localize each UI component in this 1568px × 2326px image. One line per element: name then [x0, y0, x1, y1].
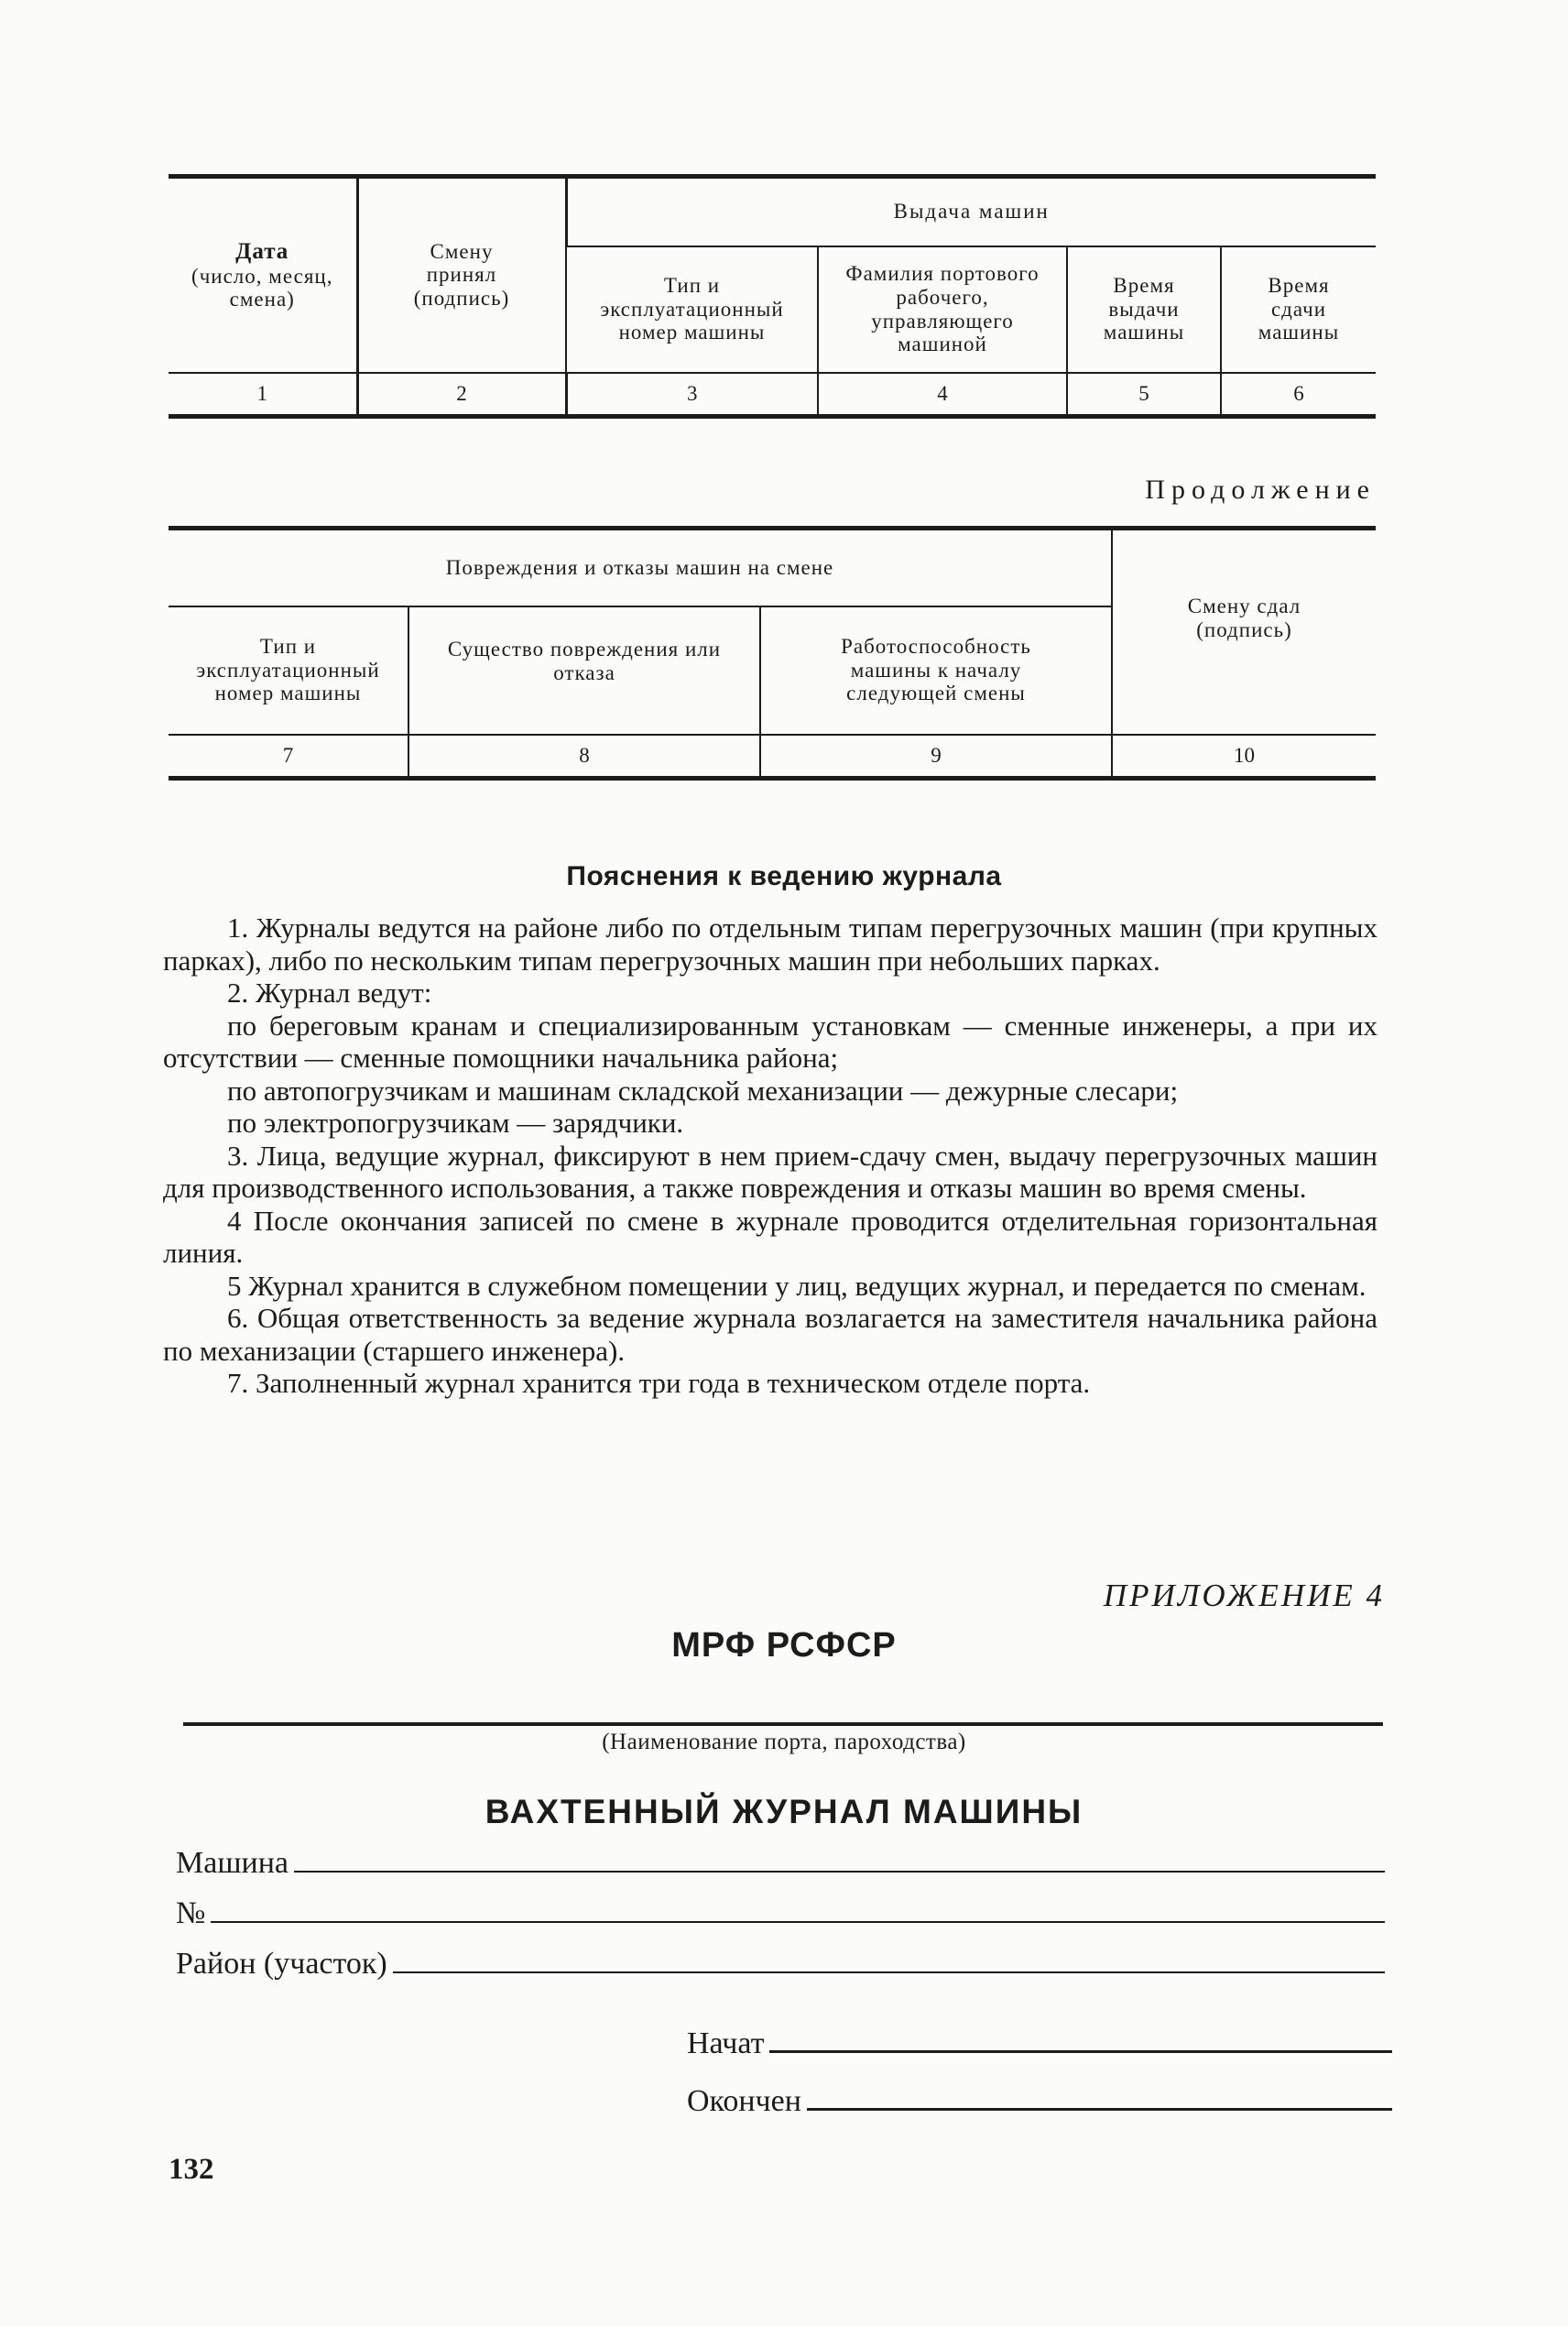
number-field[interactable]	[176, 1896, 1385, 1931]
explanation-paragraph: 7. Заполненный журнал хранится три года в техническом отделе порта.	[227, 1367, 1091, 1399]
header-date	[169, 177, 357, 373]
ministry-name: МРФ РСФСР	[671, 1626, 897, 1665]
number-field-label: №	[176, 1896, 206, 1930]
machine-field[interactable]	[176, 1846, 1385, 1881]
column-number: 1	[169, 373, 357, 417]
header-date-sub: (число, месяц, смена)	[191, 264, 333, 311]
header-type-number: Тип и эксплуатационный номер машины	[566, 246, 818, 373]
district-field-line	[393, 1971, 1385, 1973]
header-issue-group: Выдача машин	[566, 177, 1376, 246]
explanations-body	[163, 912, 1377, 1400]
started-field[interactable]	[687, 2026, 1392, 2061]
machine-issue-table	[169, 174, 1376, 419]
started-field-label: Начат	[687, 2026, 765, 2060]
started-field-line	[769, 2050, 1392, 2053]
header-operator-name: Фамилия портового рабочего, управляющего машиной	[818, 246, 1067, 373]
header-type-number: Тип и эксплуатационный номер машины	[169, 606, 408, 735]
column-number: 7	[169, 735, 408, 779]
header-return-time: Время сдачи машины	[1221, 246, 1376, 373]
machine-damage-table	[169, 526, 1376, 781]
port-name-caption: (Наименование порта, пароходства)	[602, 1730, 966, 1754]
column-number: 4	[818, 373, 1067, 417]
column-number: 10	[1112, 735, 1376, 779]
page-number: 132	[169, 2153, 214, 2186]
appendix-label: ПРИЛОЖЕНИЕ 4	[1103, 1578, 1385, 1613]
explanation-paragraph: по береговым кранам и специализированным установкам — сменные инженеры, а при их отсутствии — сменные помощники начальника района;	[163, 1009, 1377, 1074]
continuation-label: Продолжение	[1145, 475, 1376, 505]
explanation-paragraph: 1. Журналы ведутся на районе либо по отдельным типам перегрузочных машин (при крупных парках), либо по нескольким типам перегрузочных машин при небольших парках.	[163, 912, 1377, 977]
explanation-paragraph: 5 Журнал хранится в служебном помещении у лиц, ведущих журнал, и передается по сменам.	[227, 1269, 1367, 1302]
column-number: 3	[566, 373, 818, 417]
district-field-label: Район (участок)	[176, 1947, 387, 1981]
number-field-line	[211, 1921, 1385, 1923]
explanation-paragraph: 3. Лица, ведущие журнал, фиксируют в нем прием-сдачу смен, выдачу перегрузочных машин для производственного использования, а также повреждения и отказы машин во время смены.	[163, 1139, 1377, 1204]
header-issue-time: Время выдачи машины	[1067, 246, 1221, 373]
finished-field-line	[807, 2108, 1392, 2111]
journal-title: ВАХТЕННЫЙ ЖУРНАЛ МАШИНЫ	[485, 1793, 1083, 1830]
explanation-paragraph: 2. Журнал ведут:	[227, 977, 432, 1009]
port-name-line	[183, 1722, 1383, 1726]
finished-field[interactable]	[687, 2084, 1392, 2119]
explanation-paragraph: по автопогрузчикам и машинам складской механизации — дежурные слесари;	[227, 1074, 1179, 1107]
finished-field-label: Окончен	[687, 2084, 801, 2118]
explanation-paragraph: 6. Общая ответственность за ведение журнала возлагается на заместителя начальника района по механизации (старшего инженера).	[163, 1302, 1377, 1367]
column-number: 2	[357, 373, 566, 417]
header-shift-accepted: Смену принял (подпись)	[357, 177, 566, 373]
column-number: 5	[1067, 373, 1221, 417]
district-field[interactable]	[176, 1947, 1385, 1982]
column-number: 6	[1221, 373, 1376, 417]
header-date-label: Дата	[235, 238, 289, 264]
explanation-paragraph: 4 После окончания записей по смене в журнале проводится отделительная горизонтальная линия.	[163, 1204, 1377, 1269]
header-operability: Работоспособность машины к началу следующей смены	[760, 606, 1112, 735]
explanations-title: Пояснения к ведению журнала	[566, 861, 1002, 891]
column-number: 8	[408, 735, 760, 779]
machine-field-label: Машина	[176, 1846, 289, 1880]
explanation-paragraph: по электропогрузчикам — зарядчики.	[227, 1107, 684, 1139]
header-shift-handed: Смену сдал (подпись)	[1112, 529, 1376, 735]
header-damage-group: Повреждения и отказы машин на смене	[169, 529, 1112, 606]
column-number: 9	[760, 735, 1112, 779]
header-damage-nature: Существо повреждения или отказа	[408, 606, 760, 735]
machine-field-line	[294, 1871, 1385, 1873]
